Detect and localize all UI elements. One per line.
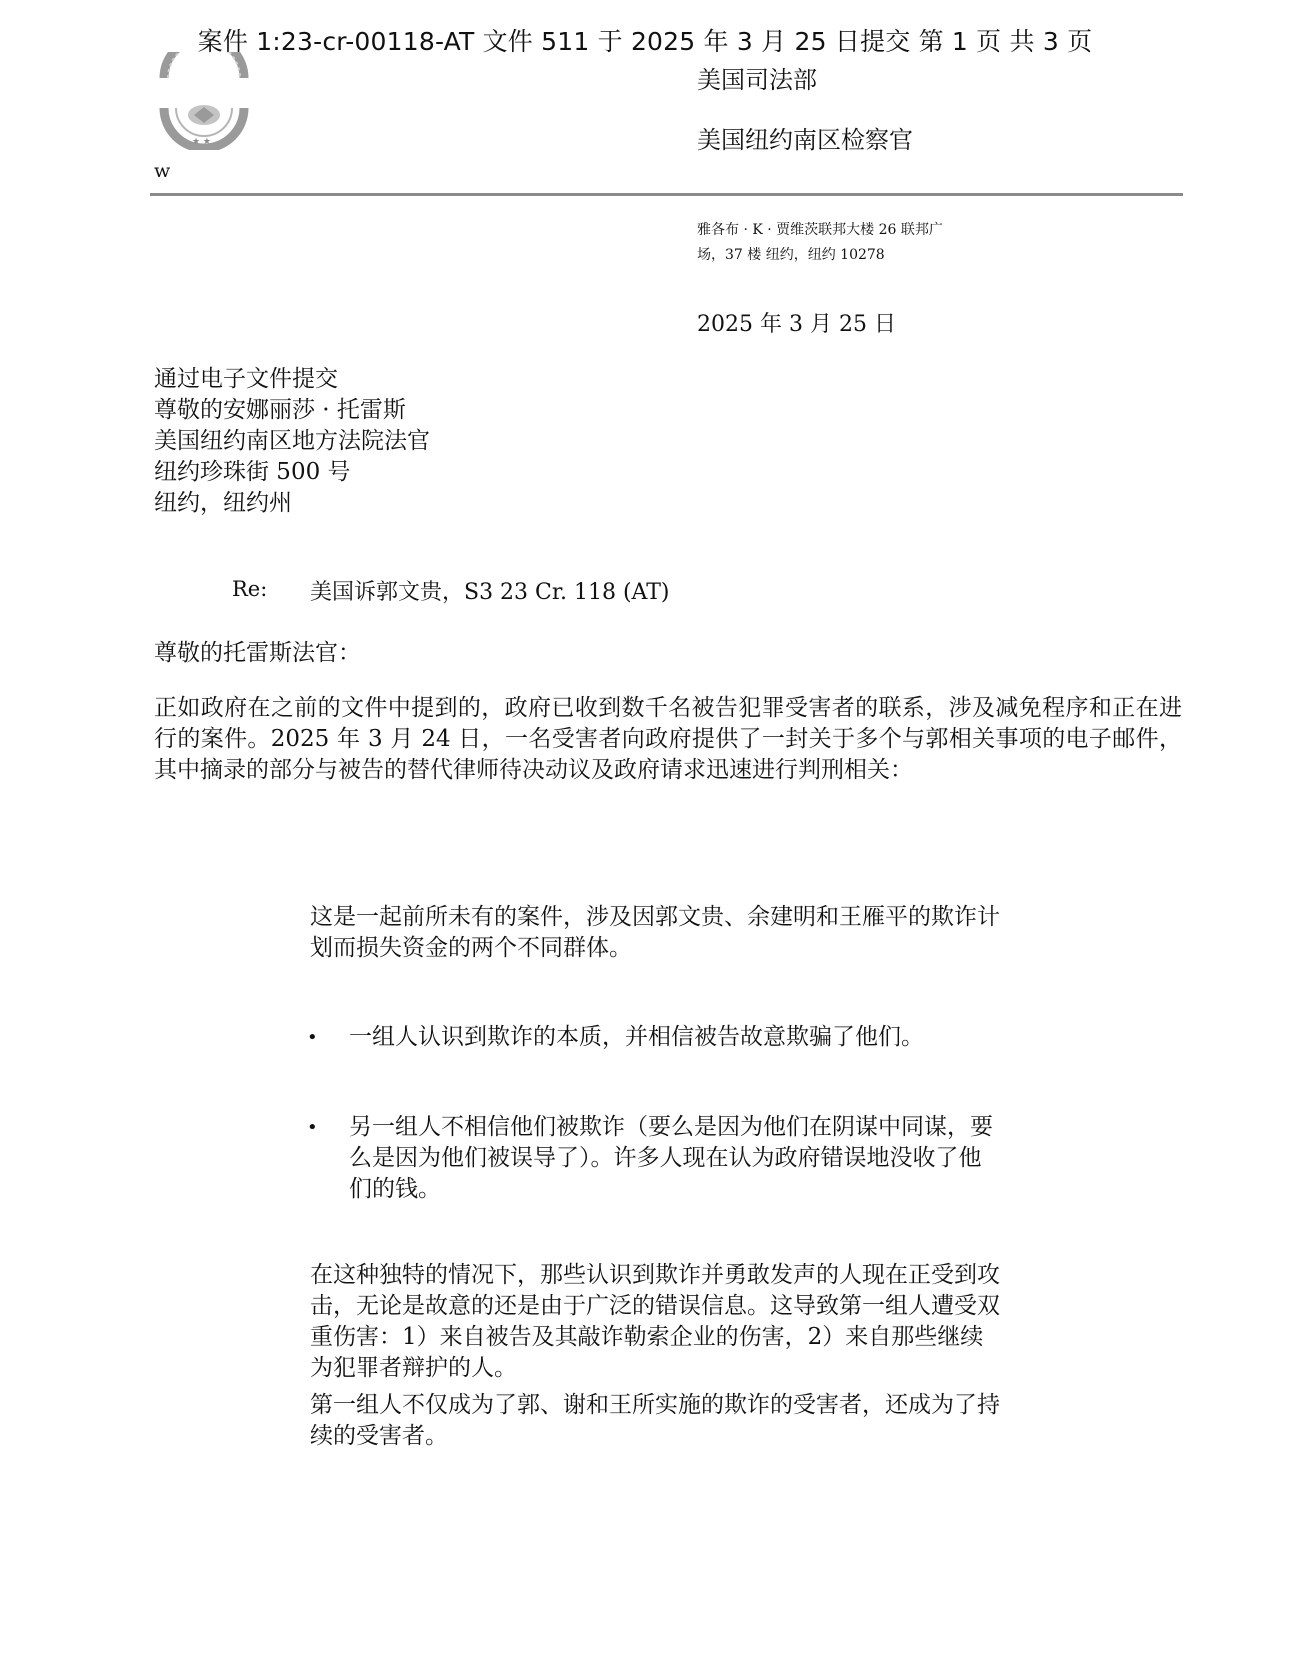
case-reference: 美国诉郭文贵，S3 23 Cr. 118 (AT) — [310, 580, 670, 605]
address-line: 场，37 楼 纽约，纽约 10278 — [697, 247, 885, 263]
recipient-line: 尊敬的安娜丽莎 · 托雷斯 — [154, 397, 406, 423]
office-name: 美国纽约南区检察官 — [697, 126, 913, 154]
bullet-item: 一组人认识到欺诈的本质，并相信被告故意欺骗了他们。 — [349, 1024, 924, 1050]
recipient-line: 纽约，纽约州 — [154, 490, 292, 516]
department-seal-icon — [158, 52, 250, 150]
office-address — [697, 218, 977, 268]
recipient-line: 通过电子文件提交 — [154, 366, 338, 392]
recipient-line: 纽约珍珠街 500 号 — [154, 459, 351, 485]
svg-text:★ ★: ★ ★ — [192, 137, 211, 147]
salutation: 尊敬的托雷斯法官： — [154, 640, 361, 666]
quote-paragraph: 第一组人不仅成为了郭、谢和王所实施的欺诈的受害者，还成为了持续的受害者。 — [310, 1392, 1000, 1449]
bullet-item: 另一组人不相信他们被欺诈（要么是因为他们在阴谋中同谋，要么是因为他们被误导了）。许多人现在认为政府错误地没收了他们的钱。 — [349, 1114, 993, 1202]
letterhead-mark: w — [154, 160, 171, 182]
recipient-line: 美国纽约南区地方法院法官 — [154, 428, 430, 454]
quote-paragraph: 在这种独特的情况下，那些认识到欺诈并勇敢发声的人现在正受到攻击，无论是故意的还是由于广泛的错误信息。这导致第一组人遭受双重伤害：1）来自被告及其敲诈勒索企业的伤害，2）来自那些继续为犯罪者辩护的人。 — [310, 1262, 1000, 1381]
bullet-marker: • — [307, 1027, 318, 1048]
letter-date: 2025 年 3 月 25 日 — [697, 312, 896, 337]
re-label: Re: — [232, 577, 268, 601]
bullet-marker: • — [307, 1117, 318, 1138]
quote-intro: 这是一起前所未有的案件，涉及因郭文贵、余建明和王雁平的欺诈计划而损失资金的两个不同群体。 — [310, 904, 1000, 961]
department-name: 美国司法部 — [697, 66, 817, 94]
filing-header: 案件 1:23-cr-00118-AT 文件 511 于 2025 年 3 月 25 日提交 第 1 页 共 3 页 — [197, 27, 1093, 56]
recipient-block — [154, 364, 430, 519]
body-paragraph: 正如政府在之前的文件中提到的，政府已收到数千名被告犯罪受害者的联系，涉及减免程序和正在进行的案件。2025 年 3 月 24 日，一名受害者向政府提供了一封关于多个与郭相关事项的电子邮件，其中摘录的部分与被告的替代律师待决动议及政府请求迅速进行判刑相关： — [154, 695, 1182, 783]
letterhead-divider — [150, 193, 1183, 196]
address-line: 雅各布 · K · 贾维茨联邦大楼 26 联邦广 — [697, 222, 943, 238]
